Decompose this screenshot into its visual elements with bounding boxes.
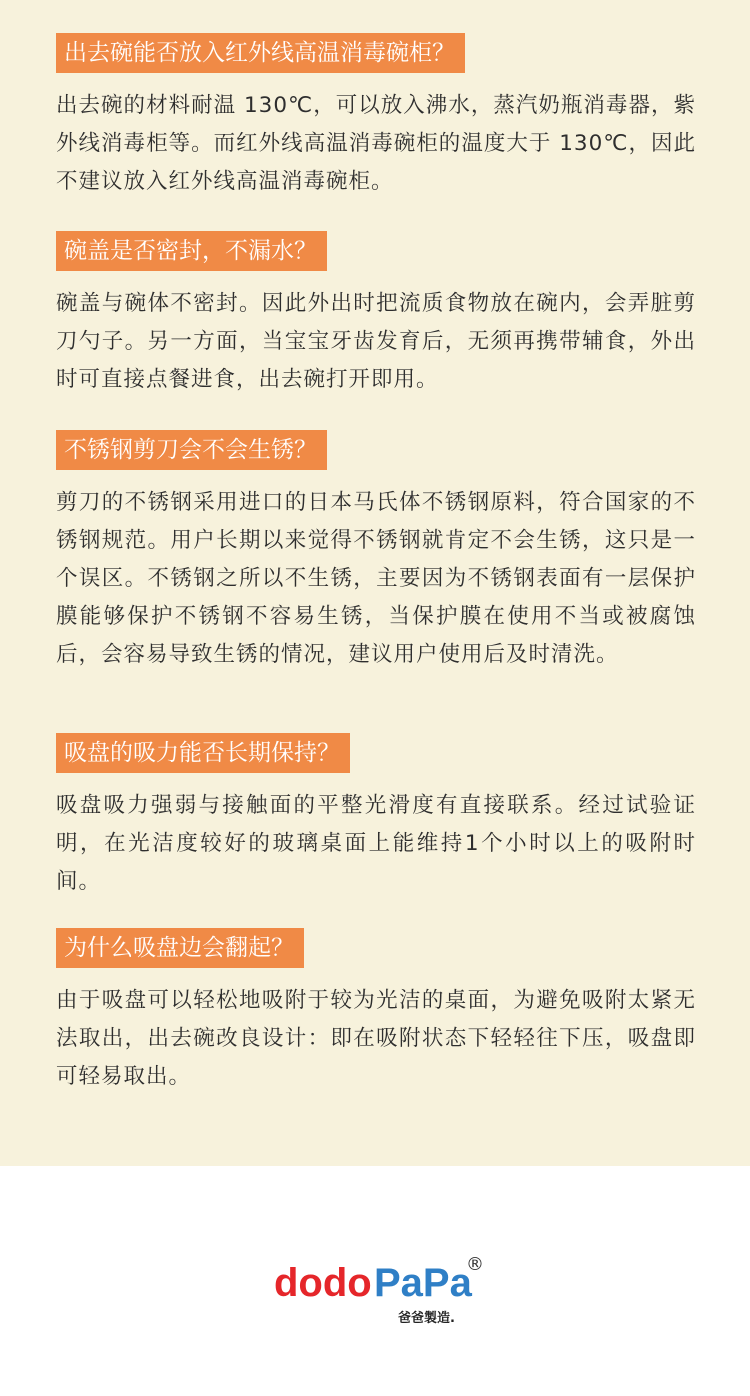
registered-mark-icon: ®	[466, 1254, 484, 1275]
logo-tagline: 爸爸製造.	[398, 1311, 455, 1326]
question-heading: 出去碗能否放入红外线高温消毒碗柜？	[56, 33, 465, 73]
faq-section-4	[56, 733, 696, 901]
faq-section-3	[56, 430, 696, 674]
answer-text: 剪刀的不锈钢采用进口的日本马氏体不锈钢原料，符合国家的不锈钢规范。用户长期以来觉得不锈钢就肯定不会生锈，这只是一个误区。不锈钢之所以不生锈，主要因为不锈钢表面有一层保护膜能够保护不锈钢不容易生锈，当保护膜在使用不当或被腐蚀后，会容易导致生锈的情况，建议用户使用后及时清洗。	[56, 490, 696, 667]
logo-dodo-text: dodo	[274, 1261, 372, 1305]
question-heading: 吸盘的吸力能否长期保持？	[56, 733, 350, 773]
answer-text: 吸盘吸力强弱与接触面的平整光滑度有直接联系。经过试验证明，在光洁度较好的玻璃桌面上能维持1个小时以上的吸附时间。	[56, 793, 696, 894]
question-heading: 碗盖是否密封，不漏水？	[56, 231, 327, 271]
faq-section-2	[56, 231, 696, 399]
answer-text: 出去碗的材料耐温 130℃，可以放入沸水，蒸汽奶瓶消毒器，紫外线消毒柜等。而红外线高温消毒碗柜的温度大于 130℃，因此不建议放入红外线高温消毒碗柜。	[56, 93, 696, 194]
question-heading: 不锈钢剪刀会不会生锈？	[56, 430, 327, 470]
footer	[0, 1166, 750, 1396]
logo-papa-text: PaPa	[374, 1261, 472, 1305]
answer-text: 由于吸盘可以轻松地吸附于较为光洁的桌面，为避免吸附太紧无法取出，出去碗改良设计：即在吸附状态下轻轻往下压，吸盘即可轻易取出。	[56, 988, 696, 1089]
answer-text: 碗盖与碗体不密封。因此外出时把流质食物放在碗内，会弄脏剪刀勺子。另一方面，当宝宝牙齿发育后，无须再携带辅食，外出时可直接点餐进食，出去碗打开即用。	[56, 291, 696, 392]
question-heading: 为什么吸盘边会翻起？	[56, 928, 304, 968]
dodo-papa-logo	[274, 1252, 514, 1332]
faq-section-1	[56, 33, 696, 201]
faq-section-5	[56, 928, 696, 1096]
